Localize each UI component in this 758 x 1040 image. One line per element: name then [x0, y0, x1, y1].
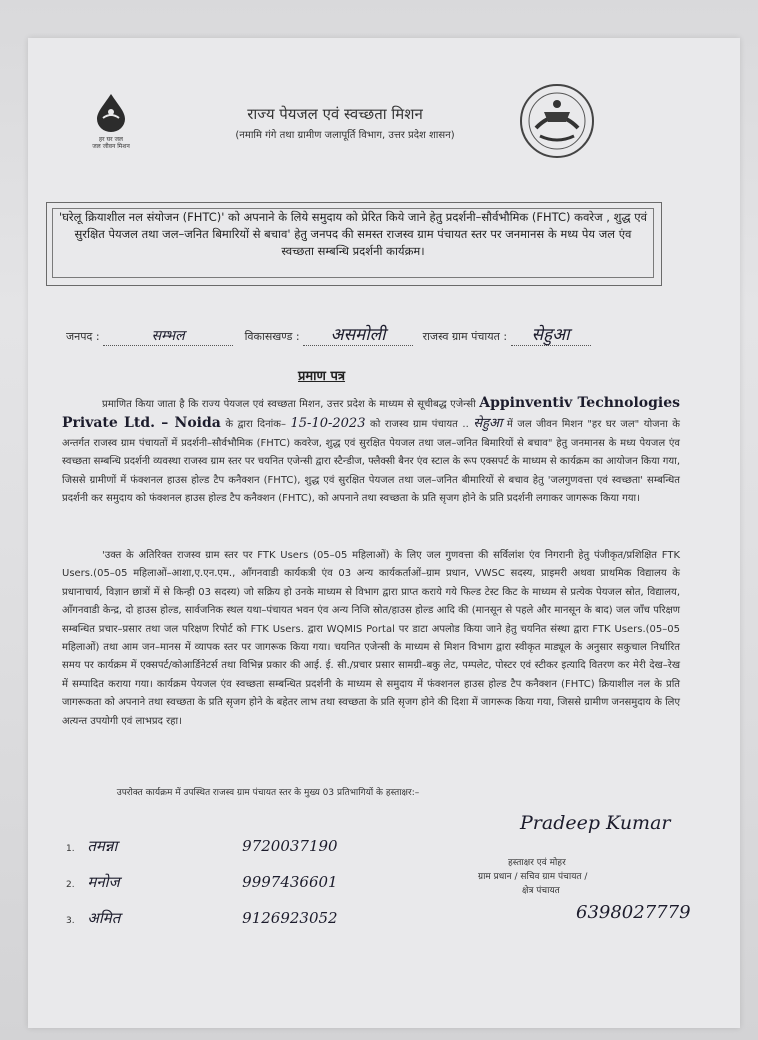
certificate-paragraph-1 [62, 394, 680, 544]
signatory-signature: Pradeep Kumar [520, 812, 671, 834]
attendee-phone: 9720037190 [242, 837, 338, 855]
para1-intro: प्रमाणित किया जाता है कि राज्य पेयजल एवं स्वच्छता मिशन, उत्तर प्रदेश के माध्यम से सूचीबद्ध एजेन्सी [102, 399, 476, 410]
agency-name: Appinventiv Technologies Private Ltd. – Noida [62, 395, 680, 432]
water-drop-icon [91, 92, 131, 132]
attendee-phone: 9126923052 [242, 909, 338, 927]
attendee-number: 2. [66, 880, 75, 890]
programme-title-box: 'घरेलू क्रियाशील नल संयोजन (FHTC)' को अपनाने के लिये समुदाय को प्रेरित किये जाने हेतु प्रदर्शनी–सौर्वभौमिक (FHTC) कवरेज , शुद्ध एवं सुरक्षित पेयजल तथा जल–जनित बिमारियों से बचाव' हेतु जनपद की समस्त राजस्व ग्राम पंचायत स्तर पर जनमानस के मध्य पेय जल एंव स्वच्छता सम्बन्धि प्रदर्शनी कार्यक्रम। [52, 208, 654, 278]
village-name: सेहुआ [473, 416, 503, 432]
mission-title: राज्य पेयजल एवं स्वच्छता मिशन [247, 105, 423, 123]
attendee-name: तमन्ना [87, 837, 118, 855]
panchayat-value: सेहुआ [531, 325, 570, 345]
location-row [66, 322, 591, 346]
certificate-paragraph-2 [62, 547, 680, 777]
signature-seal-caption: हस्ताक्षर एवं मोहर [508, 858, 566, 868]
up-government-seal-icon [518, 82, 596, 160]
attendee-number: 3. [66, 916, 75, 926]
district-label: जनपद : [66, 330, 100, 343]
attendee-number: 1. [66, 844, 75, 854]
signatory-phone: 6398027779 [576, 902, 691, 923]
attendee-row [66, 908, 338, 928]
mission-subtitle: (नमामि गंगे तथा ग्रामीण जलापूर्ति विभाग, उत्तर प्रदेश शासन) [235, 130, 455, 141]
har-ghar-jal-logo [76, 92, 146, 154]
certificate-title: प्रमाण पत्र [298, 369, 346, 384]
attendee-row [66, 836, 338, 856]
para1-panchayat-label: को राजस्व ग्राम पंचायत .. [370, 419, 469, 431]
attendee-row [66, 872, 338, 892]
panchayat-label: राजस्व ग्राम पंचायत : [422, 330, 508, 343]
para1-date-label: के द्वारा दिनांक– [225, 419, 286, 431]
para1-body: में जल जीवन मिशन "हर घर जल" योजना के अन्तर्गत राजस्व ग्राम पंचायतों में प्रदर्शनी–सौर्वभौमिक (FHTC) कवरेज, शुद्ध एवं सुरक्षित पेयजल तथा जल–जनित बिमारियों से बचाव" हेतु जनमानस के मध्य पेयजल एंव स्वच्छता सम्बन्धि प्रदर्शनी व्यवस्था राजस्व ग्राम स्तर पर चयनित एजेन्सी द्वारा स्टैन्डीज, फ्लैक्सी बैनर एंव स्टाल के रूप एक्सपर्ट के माध्यम से कार्यक्रम का आयोजन किया गया, जिससे ग्रामीणों में फंक्शनल हाउस होल्ड टैप कनैक्शन (FHTC), शुद्ध एवं सुरक्षित पेयजल तथा जल–जनित बीमारियों से बचाव हेतु 'जलगुणवत्ता एवं स्वच्छता' सम्बन्धित प्रदर्शनी कर समुदाय को फंक्शनल हाउस होल्ड टैप कनैक्शन (FHTC), को अपनाने तथा स्वच्छता के प्रति सृजग होने के प्रति प्रदर्शनी लगाकर जागरूक किया गया। [62, 419, 680, 505]
block-label: विकासखण्ड : [244, 330, 300, 343]
signatory-role-caption-2: क्षेत्र पंचायत [522, 886, 560, 896]
signatory-role-caption: ग्राम प्रधान / सचिव ग्राम पंचायत / [478, 872, 588, 882]
block-value: असमोली [330, 325, 386, 345]
para2-body: 'उक्त के अतिरिक्त राजस्व ग्राम स्तर पर FTK Users (05–05 महिलाओं) के लिए जल गुणवत्ता की सर्विलांश एंव निगरानी हेतु पंजीकृत/प्रशिक्षित FTK Users.(05–05 महिलाओं–आशा,ए.एन.एम., आँगनवाडी कार्यकत्री एंव 03 अन्य कार्यकर्ताओं–ग्राम प्रधान, VWSC सदस्य, प्राइमरी अथवा प्राथमिक विद्यालय के प्रधानाचार्य, विज्ञान छात्रों में से किन्ही 03 सदस्य) जो सक्रिय हो उनके माध्यम से विभाग द्वारा प्राप्त कराये गये फिल्ड टेस्ट किट के माध्यम से प्रत्येक पेयजल स्रोत, विद्यालय, आँगनवाडी केन्द्र, दो हाउस होल्ड, सार्वजनिक स्थल यथा–पंचायत भवन एंव अन्य निजि स्रोत/हाउस होल्ड आदि की (मानसून से पहले और मानसून के बाद) जल जाँच परिक्षण सम्बन्धित प्रचार–प्रसार तथा जल परिक्षण रिपोर्ट को FTK Users. द्वारा WQMIS Portal पर डाटा अपलोड किया जाने हेतु चयनित संस्था द्वारा FTK Users.(05–05 महिलाओं) तथा आम जन–मानस में व्यापक स्तर पर जागरूक किया गया। चयनित एजेन्सी के माध्यम से मिशन विभाग द्वारा स्वीकृत माड्यूल के अनुसार सकुचाल निर्धारित समय पर कार्यक्रम में एक्सपर्ट/कोआर्डिनेटर्स तथा विभिन्न प्रकार की आई. ई. सी./प्रचार प्रसार सामग्री–बकु लेट, पम्पलेट, पोस्टर एवं स्टीकर इत्यादि वितरण कर मेरी देख–रेख में सम्पादित कराया गया। कार्यक्रम पेयजल एंव स्वच्छता सम्बन्धित प्रदर्शनी के माध्यम से समुदाय में फंक्शनल हाउस होल्ड टैप कनैक्शन (FHTC) क्रियाशील नल के प्रति जागरूकता को अपनाने तथा स्वच्छता के प्रति सृजग होने के बहेतर लाभ तथा स्वच्छता के प्रति सृजग होने की दिशा में जागरूक किया गया, जिससे ग्रामीण जनसमुदाय के लिए अत्यन्त उपयोगी एवं लाभप्रद रहा। [62, 550, 680, 727]
programme-date: 15-10-2023 [290, 416, 366, 432]
attendee-name: मनोज [87, 873, 120, 891]
logo-caption-2: जल जीवन मिशन [92, 143, 130, 150]
attendee-name: अमित [87, 909, 121, 927]
attendee-phone: 9997436601 [242, 873, 338, 891]
logo-caption: हर घर जल [99, 136, 123, 143]
district-value: सम्भल [151, 328, 185, 344]
attendees-caption: उपरोक्त कार्यक्रम में उपस्थित राजस्व ग्राम पंचायत स्तर के मुख्य 03 प्रतिभागियों के हस्ताक्षर:– [116, 788, 420, 798]
